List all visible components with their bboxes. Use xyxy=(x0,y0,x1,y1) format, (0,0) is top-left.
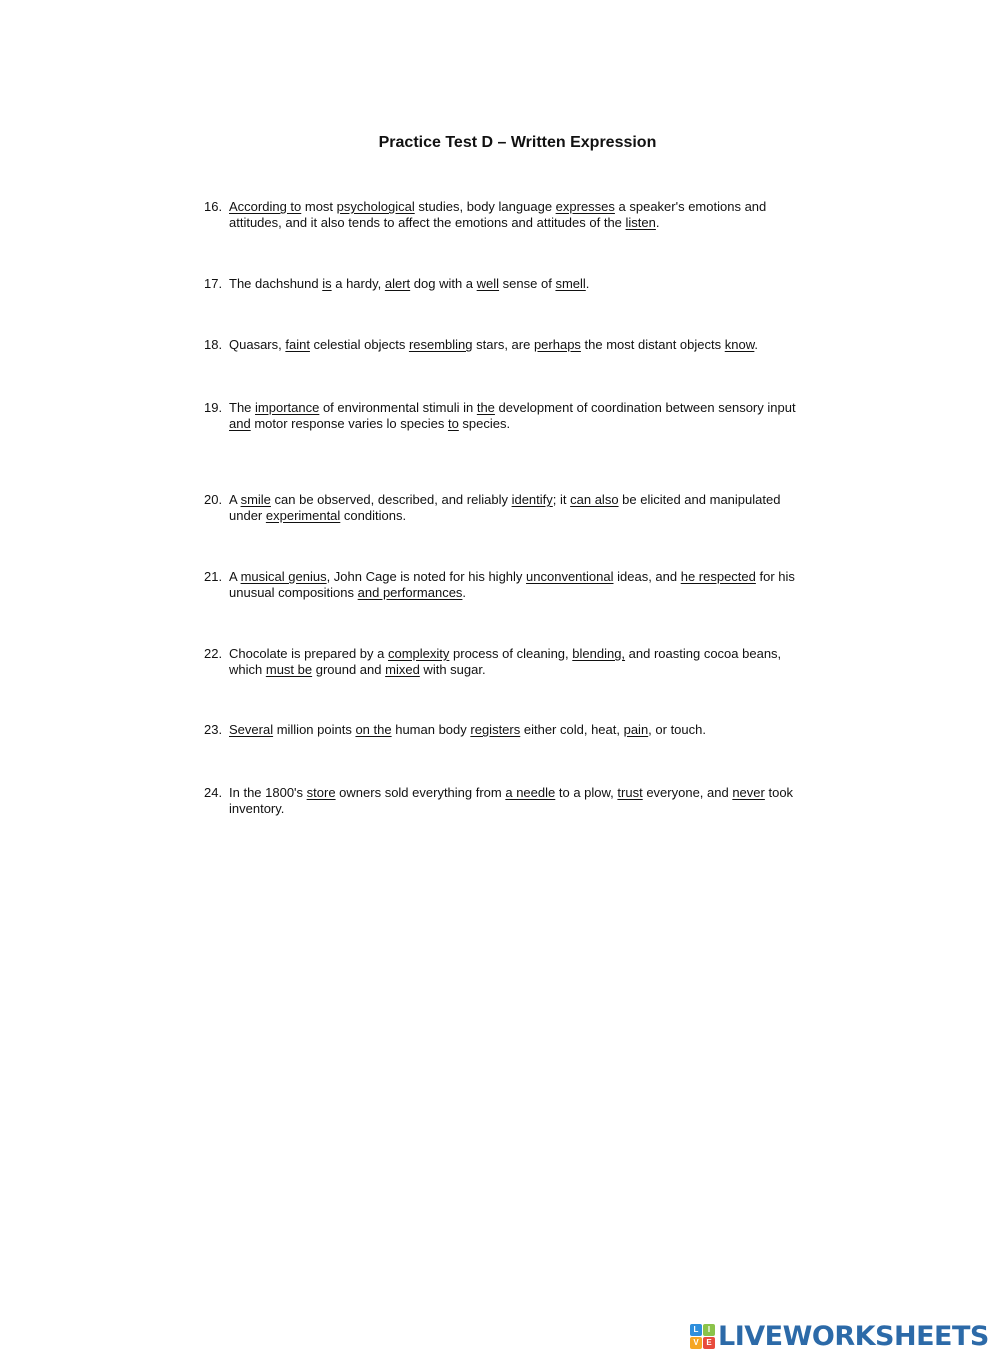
question-item xyxy=(204,569,804,600)
underlined-option: know xyxy=(724,337,755,352)
question-number: 17. xyxy=(204,276,223,291)
underlined-option: perhaps xyxy=(533,337,581,352)
question-item xyxy=(204,337,804,353)
underlined-option: on the xyxy=(355,722,392,737)
logo-tile: L xyxy=(690,1324,702,1336)
logo-text: LIVEWORKSHEETS xyxy=(718,1320,989,1352)
question-item xyxy=(204,400,804,431)
question-item xyxy=(204,492,804,523)
underlined-option: a needle xyxy=(505,785,556,800)
underlined-option: is xyxy=(322,276,332,291)
underlined-option: experimental xyxy=(265,507,341,523)
underlined-option: identify xyxy=(511,492,553,507)
liveworksheets-logo xyxy=(690,1319,989,1353)
underlined-option: alert xyxy=(384,276,411,291)
underlined-option: the xyxy=(476,400,495,415)
underlined-option: complexity xyxy=(387,646,450,661)
question-item xyxy=(204,646,804,677)
underlined-option: and xyxy=(229,415,251,431)
question-number: 18. xyxy=(204,337,223,352)
page-title: Practice Test D – Written Expression xyxy=(378,134,657,151)
question-item xyxy=(204,199,804,230)
question-text: The dachshund is a hardy, alert dog with a well sense of smell. xyxy=(229,276,590,291)
underlined-option: can also xyxy=(570,492,619,507)
underlined-option: he respected xyxy=(680,569,756,584)
underlined-option: and performances xyxy=(357,584,463,600)
underlined-option: mixed xyxy=(385,661,420,677)
question-item xyxy=(204,785,804,816)
question-number: 20. xyxy=(204,492,223,507)
question-number: 22. xyxy=(204,646,223,661)
question-text: Chocolate is prepared by a complexity process of cleaning, blending, and roasting cocoa beans, which must be ground and mixed with sugar. xyxy=(229,646,782,677)
question-text: Several million points on the human body registers either cold, heat, pain, or touch. xyxy=(229,722,706,737)
question-item xyxy=(204,722,804,738)
underlined-option: trust xyxy=(617,785,643,800)
underlined-option: resembling xyxy=(408,337,473,352)
underlined-option: importance xyxy=(255,400,320,415)
underlined-option: expresses xyxy=(555,199,615,214)
underlined-option: pain xyxy=(623,722,649,737)
question-text: A smile can be observed, described, and reliably identify; it can also be elicited and manipulated under experimental conditions. xyxy=(229,492,781,523)
question-text: The importance of environmental stimuli in the development of coordination between sensory input and motor response varies lo species to species. xyxy=(229,400,796,431)
underlined-option: musical genius xyxy=(240,569,327,584)
underlined-option: must be xyxy=(265,661,313,677)
question-text: Quasars, faint celestial objects resembling stars, are perhaps the most distant objects know. xyxy=(229,337,758,352)
question-number: 21. xyxy=(204,569,223,584)
question-number: 16. xyxy=(204,199,223,214)
underlined-option: blending, xyxy=(572,646,626,661)
question-number: 23. xyxy=(204,722,223,737)
underlined-option: smell xyxy=(555,276,586,291)
underlined-option: faint xyxy=(285,337,310,352)
underlined-option: well xyxy=(476,276,500,291)
logo-tile: I xyxy=(703,1324,715,1336)
question-number: 19. xyxy=(204,400,223,415)
underlined-option: According to xyxy=(229,199,302,214)
underlined-option: Several xyxy=(229,722,274,737)
logo-tile: V xyxy=(690,1337,702,1349)
underlined-option: to xyxy=(447,415,459,431)
underlined-option: smile xyxy=(240,492,271,507)
underlined-option: registers xyxy=(470,722,521,737)
question-item xyxy=(204,276,804,292)
underlined-option: psychological xyxy=(336,199,415,214)
underlined-option: store xyxy=(306,785,336,800)
underlined-option: unconventional xyxy=(526,569,614,584)
question-text: According to most psychological studies, body language expresses a speaker's emotions and attitudes, and it also tends to affect the emotions and attitudes of the listen. xyxy=(229,199,767,230)
question-text: In the 1800's store owners sold everything from a needle to a plow, trust everyone, and never took inventory. xyxy=(229,785,794,816)
logo-tile: E xyxy=(703,1337,715,1349)
logo-tiles-icon xyxy=(690,1324,715,1349)
question-number: 24. xyxy=(204,785,223,800)
underlined-option: never xyxy=(732,785,765,800)
underlined-option: listen xyxy=(625,214,656,230)
question-text: A musical genius, John Cage is noted for his highly unconventional ideas, and he respected for his unusual compositions and performances. xyxy=(229,569,795,600)
